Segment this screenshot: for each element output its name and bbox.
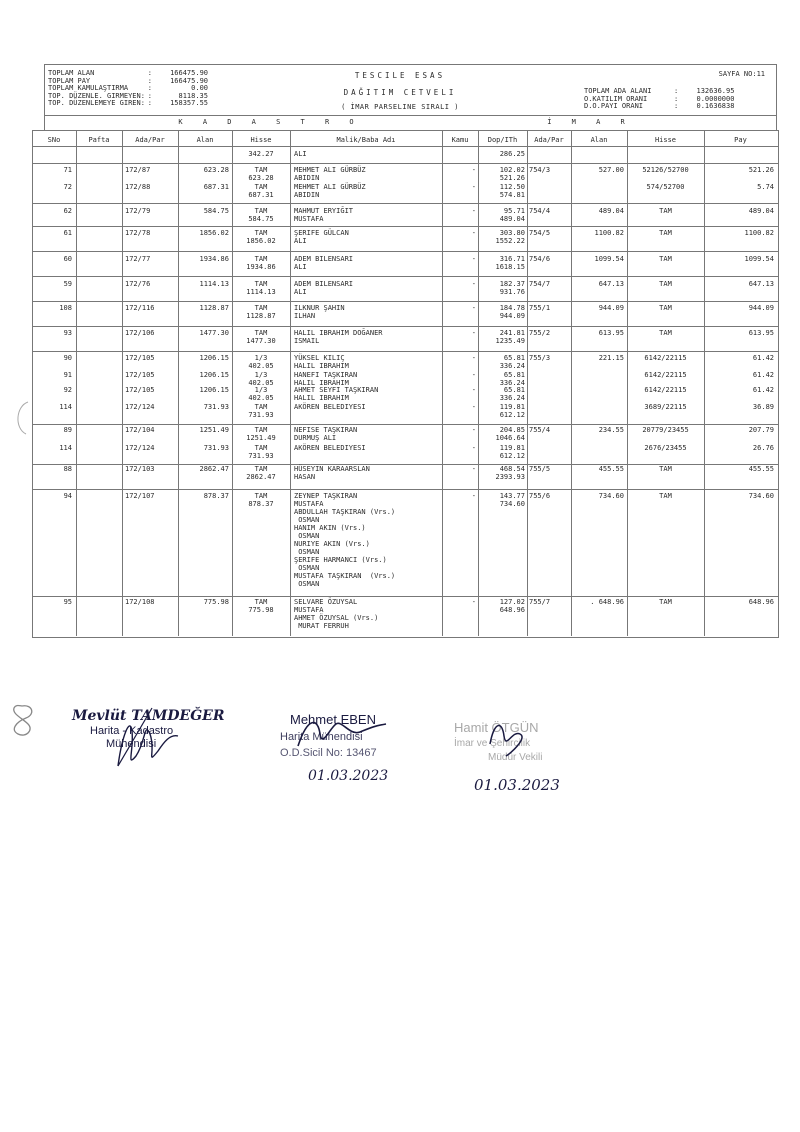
cell-alan: 731.93 [203,444,229,452]
cell-ialan: 527.00 [598,166,624,174]
cell-pay: 1100.82 [744,229,774,237]
column-header: Alan [196,136,214,144]
row-rule [32,251,779,252]
cell-iadapar: 754/3 [529,166,551,174]
cell-adapar: 172/79 [125,207,151,215]
cell-kamu: - [471,207,476,215]
column-rule [571,130,572,636]
cell-pay: 944.09 [748,304,774,312]
cell-ialan: 489.04 [598,207,624,215]
stat-value: 8118.35 [178,91,208,100]
cell-sno: 61 [63,229,72,237]
cell-malik: ILKNUR ŞAHIN ILHAN [294,304,345,320]
signature-block-1 [60,696,250,786]
stat-colon: : [147,69,157,77]
cell-sno: 94 [63,492,72,500]
row-rule [32,596,779,597]
cell-pay: 455.55 [748,465,774,473]
column-rule [76,130,77,636]
cell-dop: 119.81 612.12 [499,403,525,419]
document-title: TESCILE ESAS [354,71,446,80]
page-number: SAYFA NO:11 [718,70,765,78]
cell-adapar: 172/87 [125,166,151,174]
cell-hisse: TAM 731.93 [248,403,274,419]
cell-kamu: - [471,465,476,473]
stat-colon: : [147,91,157,100]
cell-adapar: 172/105 [125,354,155,362]
cell-dop: 65.81 336.24 [499,371,525,387]
cell-hisse: 342.27 [248,150,274,158]
cell-alan: 1114.13 [199,280,229,288]
stat-label: TOP. DÜZENLE. GIRMEYEN: [48,91,145,100]
cell-dop: 112.50 574.81 [499,183,525,199]
cell-kamu: - [471,371,476,379]
cell-hisse: TAM 731.93 [248,444,274,460]
column-header: Pay [734,136,747,144]
stat-label: D.O.PAYI ORANI [584,102,644,110]
cell-sno: 108 [59,304,72,312]
signatory-2-title2: O.D.Sicil No: 13467 [280,747,377,759]
column-header: Kamu [451,136,469,144]
cell-hisse: TAM 623.28 [248,166,274,182]
column-header: Hisse [654,136,677,144]
cell-malik: AKÖREN BELEDIYESI [294,403,366,411]
cell-malik: YÜKSEL KILIÇ HALIL IBRAHIM [294,354,349,370]
cell-adapar: 172/106 [125,329,155,337]
cell-kamu: - [471,183,476,191]
cell-malik: SELVARE ÖZUYSAL MUSTAFA AHMET ÖZUYSAL (Vrs.) MURAT FERRUH [294,598,379,630]
row-rule [32,163,779,164]
cell-kamu: - [471,255,476,263]
cell-ialan: 455.55 [598,465,624,473]
signatory-2-name: Mehmet EBEN [290,712,376,727]
column-header: Ada/Par [135,136,165,144]
cell-iadapar: 755/4 [529,426,551,434]
cell-pay: 36.89 [752,403,774,411]
cell-sno: 92 [63,386,72,394]
stat-colon: : [674,102,683,110]
cell-ihisse: 574/52700 [646,183,685,191]
cell-alan: 1934.86 [199,255,229,263]
cell-ialan: 944.09 [598,304,624,312]
cell-alan: 1206.15 [199,386,229,394]
cell-iadapar: 755/1 [529,304,551,312]
cell-alan: 878.37 [203,492,229,500]
cell-malik: AHMET SEYFI TAŞKIRAN HALIL IBRAHIM [294,386,379,402]
cell-ihisse: TAM [659,304,672,312]
cell-malik: MEHMET ALI GÜRBÜZ ABIDIN [294,166,366,182]
cell-ialan: 221.15 [598,354,624,362]
cell-malik: ŞERIFE GÜLCAN ALI [294,229,349,245]
signatory-3-title2: Müdür Vekili [488,752,543,763]
cell-pay: 26.76 [752,444,774,452]
cell-dop: 286.25 [499,150,525,158]
cell-pay: 647.13 [748,280,774,288]
column-rule [527,130,528,636]
stat-value: 166475.90 [170,76,208,85]
cell-ialan: 613.95 [598,329,624,337]
header-rule [32,146,779,147]
stat-label: TOPLAM KAMULAŞTIRMA [48,84,129,92]
cell-dop: 119.81 612.12 [499,444,525,460]
cell-pay: 734.60 [748,492,774,500]
cell-hisse: 1/3 402.05 [248,386,274,402]
cell-adapar: 172/103 [125,465,155,473]
cell-iadapar: 754/4 [529,207,551,215]
cell-hisse: TAM 1934.86 [246,255,276,271]
cell-sno: 59 [63,280,72,288]
cell-pay: 207.79 [748,426,774,434]
cell-kamu: - [471,166,476,174]
cell-kamu: - [471,386,476,394]
cell-malik: HANEFI TAŞKIRAN HALIL IBRAHIM [294,371,358,387]
cell-iadapar: 755/7 [529,598,551,606]
cell-adapar: 172/124 [125,444,155,452]
cell-alan: 1251.49 [199,426,229,434]
stat-colon: : [674,87,683,95]
row-rule [32,226,779,227]
cell-hisse: TAM 1477.30 [246,329,276,345]
row-rule [32,326,779,327]
cell-hisse: 1/3 402.05 [248,354,274,370]
cell-sno: 89 [63,426,72,434]
row-rule [32,203,779,204]
stat-label: TOPLAM PAY [48,76,91,85]
column-rule [290,130,291,636]
stat-label: TOPLAM ADA ALANI [584,87,652,95]
cell-hisse: 1/3 402.05 [248,371,274,387]
row-rule [32,351,779,352]
cell-adapar: 172/107 [125,492,155,500]
totals-left [48,70,208,108]
stat-colon: : [674,94,683,103]
cell-sno: 60 [63,255,72,263]
cell-dop: 65.81 336.24 [499,354,525,370]
cell-iadapar: 754/5 [529,229,551,237]
column-rule [442,130,443,636]
signatory-2-title: Harita Mühendisi [280,731,363,743]
stat-line [584,103,764,111]
stat-label: TOP. DÜZENLEMEYE GIREN: [48,99,145,107]
column-header: Hisse [250,136,272,144]
cell-adapar: 172/105 [125,371,155,379]
cell-kamu: - [471,354,476,362]
column-header: Pafta [88,136,110,144]
cell-ihisse: 6142/22115 [644,354,687,362]
row-rule [32,276,779,277]
cell-hisse: TAM 775.98 [248,598,274,614]
column-header: Dop/ITh [487,136,518,144]
cell-iadapar: 754/7 [529,280,551,288]
column-rule [627,130,628,636]
cell-ialan: 647.13 [598,280,624,288]
cell-alan: 1206.15 [199,371,229,379]
cell-ihisse: TAM [659,465,672,473]
row-rule [32,301,779,302]
cell-ialan: 234.55 [598,426,624,434]
cell-hisse: TAM 878.37 [248,492,274,508]
cell-hisse: TAM 687.31 [248,183,274,199]
cell-ihisse: 52126/52700 [642,166,689,174]
sort-note: ( İMAR PARSELINE SIRALI ) [341,103,459,111]
cell-alan: 623.28 [203,166,229,174]
stat-value: 0.1636838 [696,102,735,110]
signatory-1-title: Harita - Kadastro [90,725,174,737]
stat-value: 0.0000000 [696,94,735,103]
column-header: SNo [47,136,61,144]
signatory-3-date: 01.03.2023 [474,776,560,794]
cell-sno: 93 [63,329,72,337]
cell-ihisse: TAM [659,255,672,263]
cell-kamu: - [471,329,476,337]
signatory-3-name: Hamit ÖTGÜN [454,720,539,735]
signatory-1-title2: Mühendisi [106,738,157,750]
cell-alan: 775.98 [203,598,229,606]
cell-hisse: TAM 1128.87 [246,304,276,320]
cell-malik: AKÖREN BELEDIYESI [294,444,366,452]
stat-value: 158357.55 [170,99,208,107]
imar-band-label: İ M A R [547,118,633,126]
signatory-3-title: İmar ve Şehircilik [454,738,531,749]
cell-ihisse: TAM [659,280,672,288]
cell-pay: 61.42 [752,354,774,362]
cell-iadapar: 754/6 [529,255,551,263]
cell-pay: 5.74 [757,183,774,191]
cell-dop: 65.81 336.24 [499,386,525,402]
stat-label: TOPLAM ALAN [48,69,95,77]
column-rule [704,130,705,636]
cell-ialan: . 648.96 [590,598,624,606]
cell-sno: 72 [63,183,72,191]
cell-hisse: TAM 2862.47 [246,465,276,481]
cell-kamu: - [471,304,476,312]
signatory-1-name: Mevlüt TAMDEĞER [72,708,225,724]
cell-ialan: 1099.54 [594,255,624,263]
stat-value: 166475.90 [170,69,208,77]
stat-value: 0.00 [191,84,208,92]
cell-malik: HÜSEYIN KARAARSLAN HASAN [294,465,370,481]
cell-malik: ALI [294,150,307,158]
document-subtitle: DAĞITIM CETVELI [343,88,457,97]
cell-dop: 184.78 944.09 [499,304,525,320]
cell-pay: 489.04 [748,207,774,215]
cell-ihisse: TAM [659,598,672,606]
cell-dop: 204.85 1046.64 [495,426,525,442]
stat-value: 132636.95 [696,87,735,95]
cell-ihisse: TAM [659,329,672,337]
cell-hisse: TAM 1251.49 [246,426,276,442]
cell-kamu: - [471,426,476,434]
cell-iadapar: 755/2 [529,329,551,337]
cell-adapar: 172/76 [125,280,151,288]
kadastro-band-label: K A D A S T R O [178,118,362,126]
cell-malik: MAHMUT ERYIĞIT MUSTAFA [294,207,354,223]
cell-adapar: 172/116 [125,304,155,312]
signature-1-icon [60,696,250,786]
cell-pay: 1099.54 [744,255,774,263]
cell-alan: 1206.15 [199,354,229,362]
cell-kamu: - [471,280,476,288]
cell-kamu: - [471,229,476,237]
cell-alan: 731.93 [203,403,229,411]
cell-alan: 687.31 [203,183,229,191]
cell-pay: 521.26 [748,166,774,174]
cell-sno: 62 [63,207,72,215]
cell-dop: 95.71 489.04 [499,207,525,223]
cell-pay: 613.95 [748,329,774,337]
stat-colon: : [147,76,157,85]
cell-kamu: - [471,598,476,606]
column-header: Alan [590,136,608,144]
cell-sno: 91 [63,371,72,379]
cell-hisse: TAM 584.75 [248,207,274,223]
cell-malik: HALIL IBRAHIM DOĞANER ISMAIL [294,329,383,345]
column-header: Ada/Par [534,136,564,144]
cell-dop: 102.02 521.26 [499,166,525,182]
cell-ihisse: 6142/22115 [644,371,687,379]
cell-pay: 61.42 [752,371,774,379]
cell-dop: 316.71 1618.15 [495,255,525,271]
cell-adapar: 172/108 [125,598,155,606]
cell-dop: 182.37 931.76 [499,280,525,296]
cell-malik: ADEM BILENSARI ALI [294,255,354,271]
cell-ihisse: 3689/22115 [644,403,687,411]
cell-alan: 2862.47 [199,465,229,473]
cell-alan: 1128.87 [199,304,229,312]
cell-kamu: - [471,403,476,411]
cell-alan: 1477.30 [199,329,229,337]
cell-sno: 114 [59,444,72,452]
cell-kamu: - [471,492,476,500]
stat-label: O.KATILIM ORANI [584,94,648,103]
cell-sno: 71 [63,166,72,174]
cell-pay: 648.96 [748,598,774,606]
cell-dop: 303.80 1552.22 [495,229,525,245]
cell-pay: 61.42 [752,386,774,394]
cell-malik: ZEYNEP TAŞKIRAN MUSTAFA ABDULLAH TAŞKIRAN (Vrs.) OSMAN HANIM AKIN (Vrs.) OSMAN NURIYE AKIN (Vrs.) OSMAN ŞERIFE HARMANCI (Vrs.) OSMAN MUSTAFA TAŞKIRAN (Vrs.) OSMAN [294,492,396,588]
row-rule [32,424,779,425]
cell-sno: 88 [63,465,72,473]
signature-2-icon [278,706,428,791]
totals-right [584,88,764,111]
cell-ihisse: 2676/23455 [644,444,687,452]
cell-sno: 90 [63,354,72,362]
cell-dop: 127.02 648.96 [499,598,525,614]
cell-adapar: 172/77 [125,255,151,263]
cell-adapar: 172/104 [125,426,155,434]
column-rule [122,130,123,636]
cell-ihisse: 20779/23455 [642,426,689,434]
punch-hole-mark-icon [10,398,34,438]
cell-hisse: TAM 1114.13 [246,280,276,296]
cell-adapar: 172/124 [125,403,155,411]
row-rule [32,489,779,490]
signature-block-2 [278,706,428,791]
cell-iadapar: 755/5 [529,465,551,473]
cell-malik: NEFISE TAŞKIRAN DURMUŞ ALI [294,426,358,442]
signature-block-3 [450,714,610,799]
cell-dop: 468.54 2393.93 [495,465,525,481]
cell-malik: ADEM BILENSARI ALI [294,280,354,296]
cell-iadapar: 755/3 [529,354,551,362]
cell-alan: 584.75 [203,207,229,215]
cell-iadapar: 755/6 [529,492,551,500]
column-rule [178,130,179,636]
cell-ialan: 734.60 [598,492,624,500]
cell-adapar: 172/105 [125,386,155,394]
margin-scribble-icon [2,700,42,740]
cell-adapar: 172/88 [125,183,151,191]
cell-ihisse: 6142/22115 [644,386,687,394]
cell-sno: 114 [59,403,72,411]
stat-colon: : [147,99,157,107]
cell-dop: 241.81 1235.49 [495,329,525,345]
stat-colon: : [147,84,157,92]
cell-malik: MEHMET ALI GÜRBÜZ ABIDIN [294,183,366,199]
cell-hisse: TAM 1856.02 [246,229,276,245]
cell-kamu: - [471,444,476,452]
column-header: Malik/Baba Adı [336,136,396,144]
cell-ialan: 1100.82 [594,229,624,237]
cell-ihisse: TAM [659,229,672,237]
signature-3-icon [450,714,610,799]
cell-ihisse: TAM [659,492,672,500]
cell-dop: 143.77 734.60 [499,492,525,508]
cell-adapar: 172/78 [125,229,151,237]
stat-line [48,100,208,108]
signatory-2-date: 01.03.2023 [308,768,389,784]
cell-alan: 1856.02 [199,229,229,237]
cell-ihisse: TAM [659,207,672,215]
cell-sno: 95 [63,598,72,606]
